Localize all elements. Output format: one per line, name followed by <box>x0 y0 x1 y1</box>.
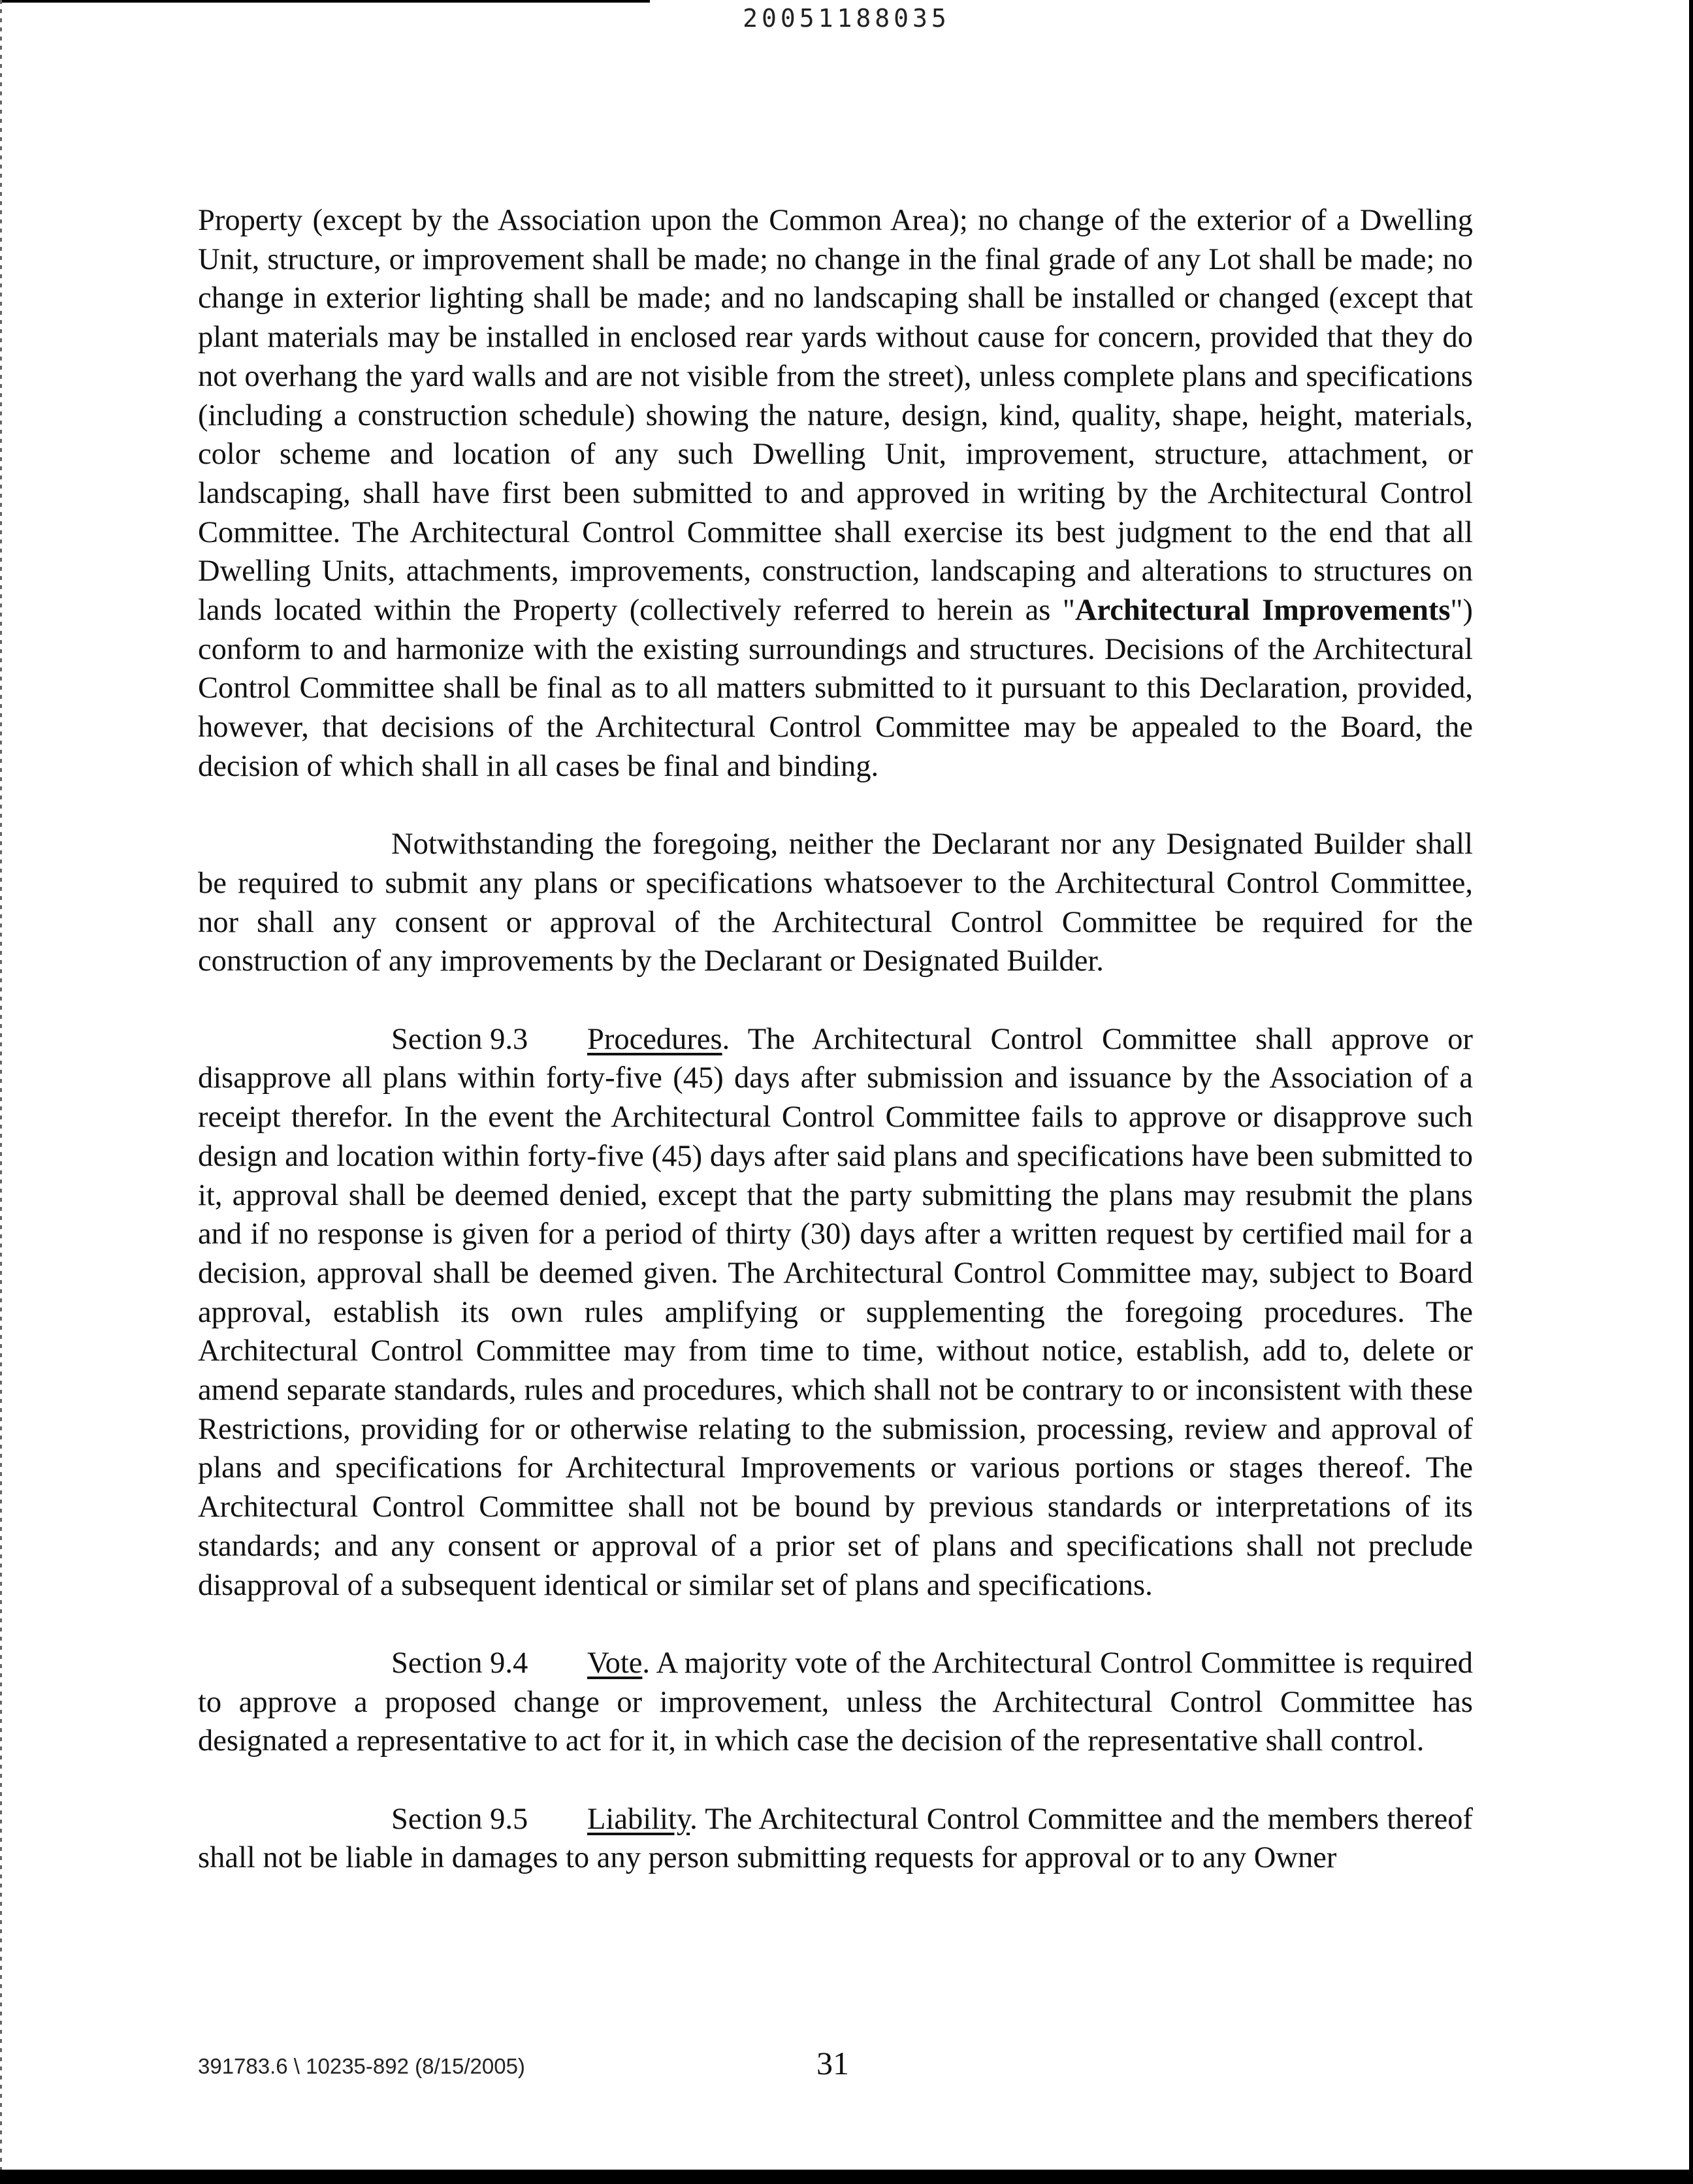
section-heading: Liability <box>587 1802 690 1836</box>
document-body <box>198 201 1473 1878</box>
section-number: Section 9.3 <box>391 1022 528 1056</box>
section-heading: Vote <box>587 1646 643 1680</box>
scan-right-edge <box>1689 0 1693 2184</box>
section-9-5 <box>198 1800 1473 1878</box>
scan-top-rule <box>0 0 650 3</box>
page-number: 31 <box>816 2045 849 2081</box>
recording-number: 20051188035 <box>743 4 950 33</box>
paragraph-continuation <box>198 201 1473 786</box>
paragraph-notwithstanding: Notwithstanding the foregoing, neither the Declarant nor any Designated Builder shall be required to submit any plans or specifications whatsoever to the Architectural Control Committee, nor shall any consent or approval of the Architectural Control Committee be required for the construction of any improvements by the Declarant or Designated Builder. <box>198 827 1473 978</box>
defined-term: Architectural Improvements <box>1074 594 1451 628</box>
section-number: Section 9.5 <box>391 1802 528 1836</box>
section-9-4 <box>198 1644 1473 1761</box>
section-text: . A majority vote of the Architectural Control Committee is required to approve a proposed change or improvement, unless the Architectural Control Committee has designated a representative to act for it, in which case the decision of the representative shall control. <box>198 1646 1473 1758</box>
section-text: . The Architectural Control Committee shall approve or disapprove all plans within forty-five (45) days after submission and issuance by the Association of a receipt therefor. In the event the Architectural Control Committee fails to approve or disapprove such design and location within forty-five (45) days after said plans and specifications have been submitted to it, approval shall be deemed denied, except that the party submitting the plans may resubmit the plans and if no response is given for a period of thirty (30) days after a written request by certified mail for a decision, approval shall be deemed given. The Architectural Control Committee may, subject to Board approval, establish its own rules amplifying or supplementing the foregoing procedures. The Architectural Control Committee may from time to time, without notice, establish, add to, delete or amend separate standards, rules and procedures, which shall not be contrary to or inconsistent with these Restrictions, providing for or otherwise relating to the submission, processing, review and approval of plans and specifications for Architectural Improvements or various portions or stages thereof. The Architectural Control Committee shall not be bound by previous standards or interpretations of its standards; and any consent or approval of a prior set of plans and specifications shall not preclude disapproval of a subsequent identical or similar set of plans and specifications. <box>198 1022 1473 1602</box>
paragraph-text-part-1: Property (except by the Association upon the Common Area); no change of the exterior of a Dwelling Unit, structure, or improvement shall be made; no change in the final grade of any Lot shall be made; no change in exterior lighting shall be made; and no landscaping shall be installed or changed (except that plant materials may be installed in enclosed rear yards without cause for concern, provided that they do not overhang the yard walls and are not visible from the street), unless complete plans and specifications (including a construction schedule) showing the nature, design, kind, quality, shape, height, materials, color scheme and location of any such Dwelling Unit, improvement, structure, attachment, or landscaping, shall have first been submitted to and approved in writing by the Architectural Control Committee. The Architectural Control Committee shall exercise its best judgment to the end that all Dwelling Units, attachments, improvements, construction, landscaping and alterations to structures on lands located within the Property (collectively referred to herein as " <box>198 204 1473 628</box>
section-text: . The Architectural Control Committee and the members thereof shall not be liable in damages to any person submitting requests for approval or to any Owner <box>198 1802 1473 1875</box>
scan-bottom-edge <box>0 2170 1693 2184</box>
section-9-3 <box>198 1020 1473 1605</box>
section-heading: Procedures <box>587 1022 722 1056</box>
scan-left-edge <box>0 0 2 2184</box>
footer-document-reference: 391783.6 \ 10235-892 (8/15/2005) <box>198 2054 525 2078</box>
paragraph-text-part-2: ") conform to and harmonize with the existing surroundings and structures. Decisions of the Architectural Control Committee shall be final as to all matters submitted to it pursuant to this Declaration, provided, however, that decisions of the Architectural Control Committee may be appealed to the Board, the decision of which shall in all cases be final and binding. <box>198 594 1473 783</box>
section-number: Section 9.4 <box>391 1646 528 1680</box>
